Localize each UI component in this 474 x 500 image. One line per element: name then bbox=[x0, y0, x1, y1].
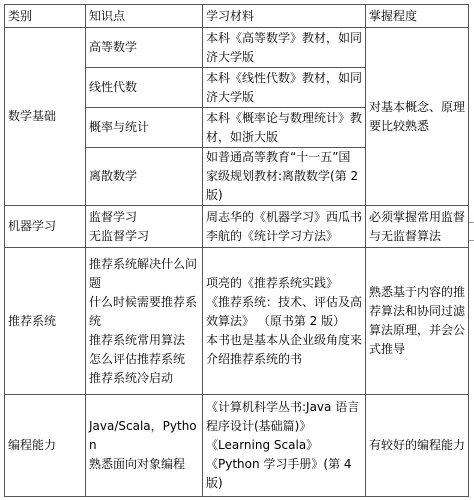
topic-line: 监督学习 bbox=[89, 209, 138, 224]
category-rec: 推荐系统 bbox=[5, 248, 86, 395]
category-prog: 编程能力 bbox=[5, 395, 86, 497]
material-cell: 本科《概率论与数理统计》教材，如浙大版 bbox=[203, 108, 366, 148]
header-category: 类别 bbox=[5, 5, 86, 28]
mastery-math: 对基本概念、原理要比较熟悉 bbox=[366, 28, 469, 206]
material-line: 《Learning Scala》 bbox=[206, 438, 319, 452]
topic-cell: 概率与统计 bbox=[86, 108, 203, 148]
table-row bbox=[5, 248, 469, 395]
topic-cell: 线性代数 bbox=[86, 68, 203, 108]
material-cell: 如普通高等教育“十一五”国家级规划教材:离散数学(第 2 版) bbox=[203, 148, 366, 206]
topic-cell bbox=[86, 395, 203, 497]
column-edge-marker bbox=[469, 240, 474, 241]
knowledge-table bbox=[4, 4, 469, 497]
category-ml: 机器学习 bbox=[5, 206, 86, 248]
topic-cell: 高等数学 bbox=[86, 28, 203, 68]
material-line: 周志华的《机器学习》西瓜书 bbox=[206, 209, 363, 224]
material-cell bbox=[203, 206, 366, 248]
material-line: 《推荐系统：技术、评估及高效算法》 （原书第 2 版） bbox=[206, 294, 363, 328]
topic-line: 熟悉面向对象编程 bbox=[89, 457, 186, 471]
topic-cell: 离散数学 bbox=[86, 148, 203, 206]
topic-line: 无监督学习 bbox=[89, 228, 150, 243]
material-cell: 本科《线性代数》教材，如同济大学版 bbox=[203, 68, 366, 108]
header-topic: 知识点 bbox=[86, 5, 203, 28]
column-edge-marker bbox=[469, 222, 474, 223]
topic-line: 什么时候需要推荐系统 bbox=[89, 294, 198, 328]
header-mastery: 掌握程度 bbox=[366, 5, 469, 28]
material-line: 李航的《统计学习方法》 bbox=[206, 228, 339, 243]
table-row bbox=[5, 395, 469, 497]
material-line: 《计算机科学丛书:Java 语言程序设计(基础篇)》 bbox=[206, 400, 360, 433]
material-cell bbox=[203, 248, 366, 395]
table-row bbox=[5, 28, 469, 68]
mastery-ml: 必须掌握常用监督与无监督算法 bbox=[366, 206, 469, 248]
material-line: 《Python 学习手册》(第 4 版) bbox=[206, 457, 352, 490]
material-line: 本书也是基本从企业级角度来介绍推荐系统的书 bbox=[206, 332, 363, 366]
topic-line: 怎么评估推荐系统 bbox=[89, 351, 186, 366]
material-line: 项亮的《推荐系统实践》 bbox=[206, 275, 339, 290]
header-row bbox=[5, 5, 469, 28]
topic-cell bbox=[86, 248, 203, 395]
topic-line: Java/Scala，Python bbox=[89, 419, 197, 452]
topic-line: 推荐系统常用算法 bbox=[89, 332, 186, 347]
mastery-prog: 有较好的编程能力 bbox=[366, 395, 469, 497]
material-cell bbox=[203, 395, 366, 497]
table-row bbox=[5, 206, 469, 248]
material-cell: 本科《高等数学》教材，如同济大学版 bbox=[203, 28, 366, 68]
topic-cell bbox=[86, 206, 203, 248]
header-material: 学习材料 bbox=[203, 5, 366, 28]
topic-line: 推荐系统冷启动 bbox=[89, 370, 174, 385]
category-math: 数学基础 bbox=[5, 28, 86, 206]
topic-line: 推荐系统解决什么问题 bbox=[89, 256, 198, 290]
mastery-rec: 熟悉基于内容的推荐算法和协同过滤算法原理，并会公式推导 bbox=[366, 248, 469, 395]
